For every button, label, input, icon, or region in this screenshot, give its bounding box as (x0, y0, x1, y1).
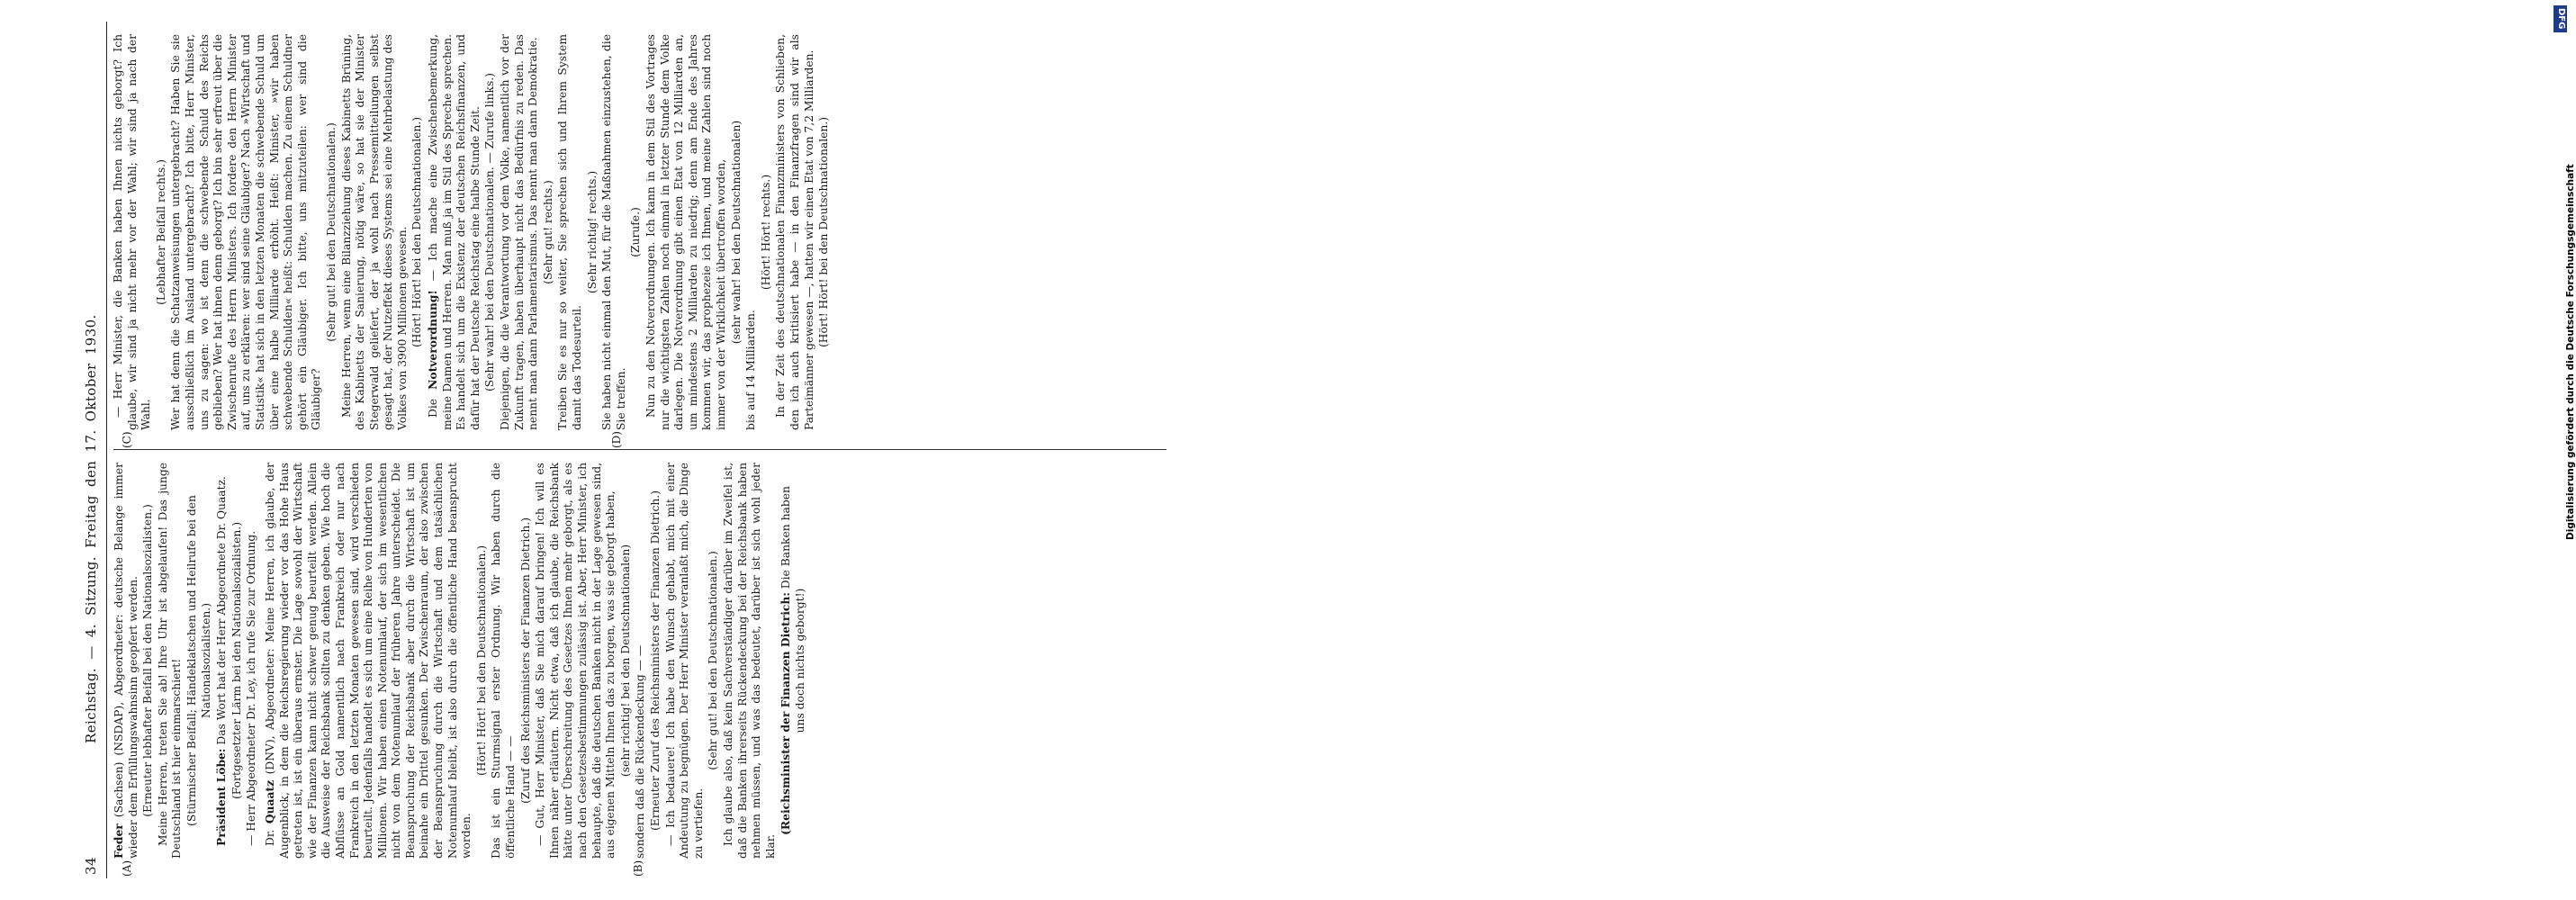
stage-direction (586, 34, 600, 430)
paragraph-text: (sehr richtig! bei den Deutschnationalen) (618, 544, 632, 778)
paragraph-text: Meine Herren, wenn eine Bilanzziehung dieses Kabinetts Brüning, des Kabinetts der Sanierung, nötig wäre, so hat sie der Minister Stegerwald geliefert, der ja wohl nach Pressemitteilungen selbst gesagt hat, der Nutzeffekt dieses Systems sei eine Mehrbelastung des Volkes von 3900 Millionen gewesen. (339, 34, 409, 430)
bold-text: (Reichsminister der Finanzen Dietrich: (779, 592, 793, 835)
document-page (79, 22, 1173, 878)
paragraph-text: (Zuruf des Reichsministers der Finanzen Dietrich.) (518, 517, 532, 805)
paragraph-text: (Hört! Hört! bei den Deutschnationalen.) (817, 116, 831, 348)
paragraph-text: (Hört! Hört! rechts.) (759, 174, 772, 291)
paragraph (634, 463, 648, 859)
paragraph-text: Das ist ein Sturmsignal erster Ordnung. Wir haben durch die öffentliche Hand — — (490, 463, 518, 859)
stage-direction (141, 463, 156, 859)
paragraph-text: (Sehr gut! rechts.) (541, 180, 554, 284)
paragraph-text: Meine Herren, treten Sie ab! Ihre Uhr ist abgelaufen! Das junge Deutschland ist hier einmarschiert! (156, 463, 184, 859)
paragraph-text: sondern daß die Rückendeckung — — (634, 644, 647, 859)
running-head: Reichstag. — 4. Sitzung. Freitag den 17. Oktober 1930. (83, 314, 99, 743)
paragraph-text: Die Banken haben uns doch nichts geborgt!) (779, 486, 806, 734)
paragraph (490, 463, 518, 859)
paragraph-text: (Hört! Hört! bei den Deutschnationalen.) (474, 544, 488, 777)
paragraph-text: (Sachsen) (NSDAP), Abgeordneter: deutsche Belange immer wieder dem Erfüllungswahnsinn geopfert werden. (113, 463, 140, 859)
stage-direction (619, 463, 634, 859)
right-column (112, 34, 833, 430)
paragraph-text: (Stürmischer Beifall; Händeklatschen und Heilrufe bei den Nationalsozialisten.) (185, 495, 212, 826)
paragraph-text: (Sehr gut! bei den Deutschnationalen.) (707, 551, 720, 770)
stage-direction (230, 463, 245, 859)
dfg-logo: DFG (2553, 5, 2567, 32)
stage-direction (542, 34, 556, 430)
paragraph (340, 34, 410, 430)
paragraph-text: Ich glaube also, daß kein Sachverständiger darüber im Zweifel ist, daß die Banken ihrerseits Rückendeckung bei der Reichsbank haben nehmen müssen, und was das bedeutet, darüber ist sich wohl jeder klar. (721, 463, 777, 859)
bold-text: Quaatz (262, 779, 276, 824)
paragraph (263, 463, 474, 859)
paragraph (534, 463, 618, 859)
paragraph-text: In der Zeit des deutschnationalen Finanzministers von Schlieben, den ich auch kritisiert habe — in den Finanzfragen sind wir als Parteimänner gewesen —, hatten wir einen Etat von 7,2 Milliarden. (774, 34, 815, 430)
paragraph (600, 34, 628, 430)
left-column (112, 463, 809, 859)
paragraph-text: (DNV), Abgeordneter: Meine Herren, ich glaube, der Augenblick, in dem die Reichsregierung wieder vor das Hohe Haus getreten ist, ist ein überaus ernster. Die Lage sowohl der Wirtschaft wie der Finanzen kann nicht schwer genug beurteilt werden. Allein die Ausweise der Reichsbank sollten zu denken geben. Wie hoch die Abflüsse an Gold namentlich nach Frankreich oder nur nach Frankreich in den letzten Monaten gewesen sind, wird verschieden beurteilt. Jedenfalls handelt es sich um eine Reihe von Hunderten von Millionen. Wir haben einen Notenumlauf, der sich im wesentlichen nicht von dem Notenumlauf der früheren Jahre unterscheidet. Die Beanspruchung der Reichsbank aber durch die Wirtschaft ist um beinahe ein Drittel gesunken. Der Zwischenraum, der also zwischen der Beanspruchung durch die Wirtschaft und dem tatsächlichen Notenumlauf bleibt, ist also durch die öffentliche Hand beansprucht worden. (263, 463, 473, 859)
paragraph (644, 34, 729, 430)
paragraph (744, 34, 759, 430)
paragraph-text: Das Wort hat der Herr Abgeordnete Dr. Quaatz. (215, 476, 229, 749)
page-header (79, 22, 106, 878)
paragraph-text: Sie haben nicht einmal den Mut, für die Maßnahmen einzustehen, die Sie treffen. (600, 34, 627, 430)
stage-direction (519, 463, 534, 859)
dfg-stamp (1277, 0, 2576, 900)
paragraph (169, 34, 324, 430)
stage-direction (779, 463, 807, 859)
paragraph-text: (Zurufe.) (629, 207, 643, 257)
paragraph (245, 463, 259, 859)
paragraph-text: (Hört! Hört! bei den Deutschnationalen.) (410, 116, 424, 348)
paragraph-text: bis auf 14 Milliarden. (744, 310, 758, 430)
stage-direction (155, 34, 169, 430)
paragraph-text: Treiben Sie es nur so weiter, Sie sprechen sich und Ihrem System damit das Todesurteil. (556, 34, 583, 430)
stage-direction (730, 34, 744, 430)
paragraph-text: — Gut, Herr Minister, daß Sie mich darauf bringen! Ich will es Ihnen näher erläutern. Nicht etwa, daß ich glaube, die Reichsbank hätte unter Überschreitung des Gesetzes Ihnen mehr geborgt, als es nach den Gesetzesbestimmungen zulässig ist. Aber, Herr Minister, ich behaupte, daß die deutschen Banken nicht in der Lage gewesen sind, aus eigenen Mitteln Ihnen das zu borgen, was sie geborgt haben, (534, 463, 617, 859)
paragraph-text: — Ich bedauere! Ich habe den Wunsch gehabt, mich mit einer Andeutung zu begnügen. Der Herr Minister veranlaßt mich, die Dinge zu vertiefen. (663, 463, 705, 859)
paragraph (112, 463, 140, 859)
margin-marker-c: (C) (121, 431, 133, 448)
dfg-funding-note: Digitalisierung gefördert durch die Deutsche Forschungsgemeinschaft (2565, 164, 2576, 540)
stage-direction (475, 463, 490, 859)
bold-text: Notverordnung! (426, 290, 440, 390)
paragraph-text: — Ich mache eine Zwischenbemerkung, meine Damen und Herren. Man muß ja im Stil des Spreche sprechen. Es handelt sich um die Existenz der deutschen Reichsfinanzen, und dafür hat der Deutsche Reichstag eine halbe Stunde Zeit. (427, 33, 482, 430)
paragraph (664, 463, 707, 859)
paragraph-text: (Erneuter lebhafter Beifall bei den Nationalsozialisten.) (141, 504, 155, 817)
stage-direction (325, 34, 339, 430)
paragraph-text: (Erneuter Zuruf des Reichsministers der Finanzen Dietrich.) (648, 490, 662, 832)
paragraph-prefix: Die (427, 389, 440, 418)
stage-direction (410, 34, 425, 430)
paragraph (722, 463, 778, 859)
paragraph-text: (Sehr gut! bei den Deutschnationalen.) (324, 122, 338, 342)
stage-direction (649, 463, 663, 859)
paragraph-text: (sehr wahr! bei den Deutschnationalen) (729, 120, 743, 345)
paragraph (214, 463, 230, 859)
margin-marker-d: (D) (610, 431, 623, 448)
paragraph-text: (Lebhafter Beifall rechts.) (154, 159, 167, 305)
paragraph (426, 34, 482, 430)
bold-text: Feder (112, 824, 125, 859)
stage-direction (185, 463, 213, 859)
stage-direction (483, 34, 498, 430)
paragraph-text: (Sehr richtig! rechts.) (585, 170, 599, 294)
bold-text: Präsident Löbe: (214, 748, 229, 846)
margin-marker-b: (B) (632, 860, 644, 877)
paragraph-text: Nun zu den Notverordnungen. Ich kann in dem Stil des Vortrages nur die wichtigsten Zahlen noch einmal in letzter Stunde dem Volke darlegen. Die Notverordnung gibt einen Etat von 12 Milliarden an, um mindestens 2 Milliarden zu niedrig; denn am Ende des Jahres kommen wir, das prophezeie ich Ihnen, und meine Zahlen sind noch immer von der Wirklichkeit übertroffen worden, (644, 34, 727, 430)
paragraph-text: — Herr Minister, die Banken haben Ihnen nichts geborgt? Ich glaube, wir sind ja nicht mehr vor der Wahl; wir sind ja nach der Wahl. (112, 34, 153, 430)
margin-marker-a: (A) (121, 860, 133, 877)
stage-direction (707, 463, 721, 859)
page-number: 34 (83, 857, 99, 875)
paragraph (499, 34, 541, 430)
header-rule (106, 22, 107, 878)
stage-direction (629, 34, 644, 430)
paragraph-text: (Fortgesetzter Lärm bei den Nationalsozialisten.) (230, 522, 243, 799)
paragraph-text: (Sehr wahr! bei den Deutschnationalen. — Zurufe links.) (483, 73, 497, 392)
paragraph-text: Wer hat denn die Schatzanweisungen untergebracht? Haben Sie sie ausschließlich im Ausland untergebracht? Ich bitte, Herr Minister, uns zu sagen: wo ist denn die schwebende Schuld des Reichs geblieben? Wer hat ihnen denn geborgt? Ich bin sehr erfreut über die Zwischenrufe des Herrn Ministers. Ich fordere den Herrn Minister auf, uns zu erklären: wer sind seine Gläubiger? Nach »Wirtschaft und Statistik« hat sich in den letzten Monaten die schwebende Schuld um über eine halbe Milliarde erhöht. Heißt: Minister, »wir haben schwebende Schulden« heißt: Schulden machen. Zu einem Schuldner gehört ein Gläubiger. Ich bitte, uns mitzuteilen: wer sind die Gläubiger? (169, 34, 323, 430)
paragraph (112, 34, 154, 430)
paragraph-prefix: Dr. (263, 824, 276, 846)
column-divider (113, 449, 1166, 450)
paragraph-text: — Herr Abgeordneter Dr. Ley, ich rufe Sie zur Ordnung. (245, 530, 258, 846)
paragraph-text: Diejenigen, die die Verantwortung vor dem Volke, namentlich vor der Zukunft tragen, haben überhaupt nicht das Bedürfnis zu reden. Das nennt man dann Parlamentarismus. Das nennt man dann Demokratie. (499, 34, 540, 430)
paragraph (157, 463, 185, 859)
paragraph (774, 34, 816, 430)
stage-direction (760, 34, 774, 430)
stage-direction (817, 34, 832, 430)
paragraph (556, 34, 584, 430)
